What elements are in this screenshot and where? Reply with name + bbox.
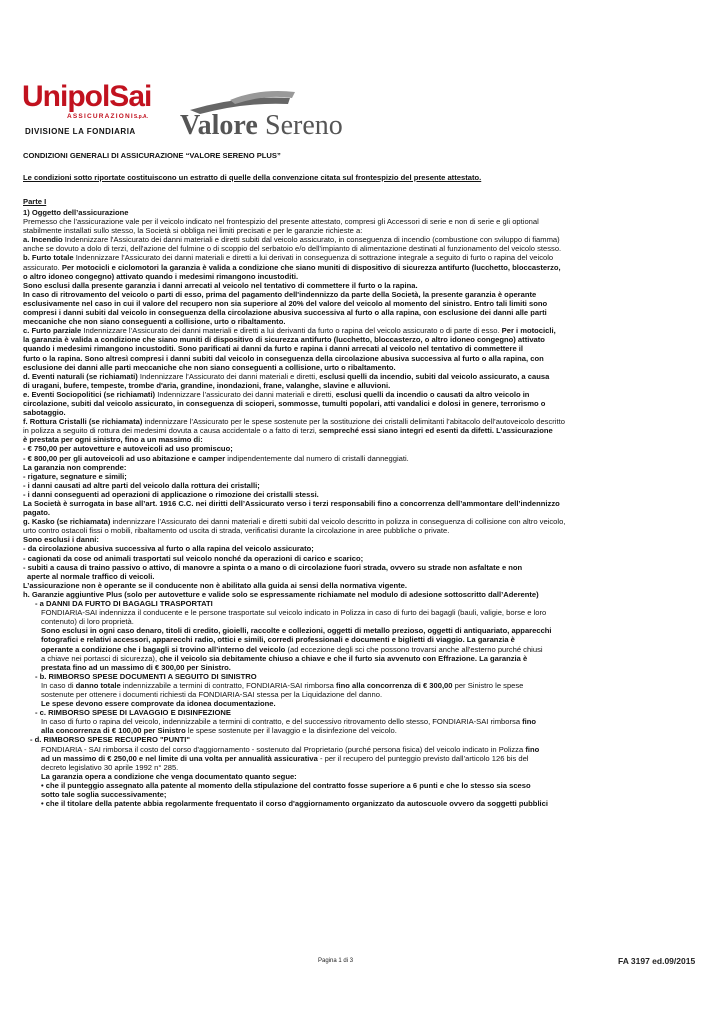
text-line: L’assicurazione non è operante se il conducente non è abilitato alla guida ai sensi della normativa vigente. — [23, 580, 408, 590]
section-title: 1) Oggetto dell’assicurazione — [23, 208, 129, 217]
text-line: circolazione, subiti dal veicolo assicurato, in conseguenza di scioperi, sommosse, tumulti popolari, atti vandalici e dolosi in genere, terrorismo o — [23, 398, 546, 408]
text-line: compresi i danni subiti dal veicolo in conseguenza della circolazione abusiva successiva al furto o alla rapina, con esclusione dei danni alle parti — [23, 308, 547, 318]
text-line: alla concorrenza di € 100,00 per Sinistro le spese sostenute per il lavaggio e la disinfezione del veicolo. — [41, 726, 397, 736]
text-line: Premesso che l’assicurazione vale per il veicolo indicato nel frontespizio del presente attestato, compresi gli Accessori di serie e non di serie e gli optional — [23, 217, 539, 227]
text-line: Le spese devono essere comprovate da idonea documentazione. — [41, 699, 276, 709]
text-line: b. Furto totale Indennizzare l’Assicurato dei danni materiali e diretti a lui derivati in conseguenza di sottrazione integrale a seguito di furto o rapina del veicolo — [23, 253, 554, 263]
doc-intro: Le condizioni sotto riportate costituiscono un estratto di quelle della convenzione citata sul frontespizio del presente attestato. — [23, 173, 482, 182]
text-line: è prestata per ogni sinistro, fino a un massimo di: — [23, 435, 203, 445]
text-line: In caso di ritrovamento del veicolo o parti di esso, prima del pagamento dell'indennizzo da parte della Società, la presente garanzia è operante — [23, 289, 537, 299]
subsection-title: - a DANNI DA FURTO DI BAGAGLI TRASPORTATI — [35, 599, 213, 609]
text-line: quando i medesimi rimangono incustoditi. Sono parificati ai danni da furto e rapina i danni arrecati al veicolo nel tentativo di commettere il — [23, 344, 524, 354]
text-line: di uragani, bufere, tempeste, trombe d'aria, grandine, inondazioni, frane, valanghe, slavine e alluvioni. — [23, 380, 391, 390]
text-line: a. Incendio Indennizzare l'Assicurato dei danni materiali e diretti subiti dal veicolo assicurato, in conseguenza di incendio (combustione con sviluppo di fiamma) — [23, 235, 560, 245]
text-line: sotto tale soglia successivamente; — [41, 790, 167, 799]
text-line: La Società è surrogata in base all’art. 1916 C.C. nei diritti dell’Assicurato verso i terzi responsabili fino a concorrenza dell’ammontare dell’indennizzo — [23, 499, 560, 508]
text-line: f. Rottura Cristalli (se richiamata) indennizzare l’Assicurato per le spese sostenute per la sostituzione dei cristalli delimitanti l’abitacolo dell’autoveicolo descritto — [23, 417, 565, 427]
text-line: fotografici e relativi accessori, apparecchi radio, ottici e simili, corredi professionali e documenti e biglietti di viaggio. La garanzia è — [41, 635, 515, 645]
text-line: Sono esclusi in ogni caso denaro, titoli di credito, gioielli, raccolte e collezioni, oggetti di metallo prezioso, oggetti di antiquariato, apparecchi — [41, 626, 552, 636]
text-line: sostenute per ottenere i documenti richiesti da FONDIARIA-SAI stessa per la Liquidazione del danno. — [41, 689, 383, 699]
text-line: o altro idoneo congegno) attivato quando i medesimi rimangono incustoditi. — [23, 271, 299, 281]
valore-word: Valore — [180, 110, 258, 140]
text-line: furto o la rapina. Sono altresì compresi i danni subiti dal veicolo in conseguenza della circolazione abusiva successiva al furto o alla rapina, con — [23, 353, 544, 363]
text-line: - € 800,00 per gli autoveicoli ad uso abitazione e camper indipendentemente dal numero di cristalli danneggiati. — [23, 453, 409, 463]
parte-heading: Parte I — [23, 197, 47, 206]
sereno-word: Sereno — [265, 110, 343, 140]
section-body — [23, 208, 703, 808]
text-line: • che il punteggio assegnato alla patente al momento della stipulazione del contratto fosse superiore a 6 punti e che lo stesso sia sceso — [41, 780, 531, 790]
text-line: la garanzia è valida a condizione che siano muniti di dispositivo di sicurezza antifurto (lucchetto, bloccasterzo, o altro idoneo congegno) attivato — [23, 335, 545, 345]
text-line: g. Kasko (se richiamata) indennizzare l’Assicurato dei danni materiali e diretti subiti dal veicolo descritto in polizza in conseguenza di collisione con altro veicolo, — [23, 517, 566, 527]
logo-name: UnipolSai — [22, 80, 152, 113]
text-line: urto contro ostacoli fissi o mobili, ribaltamento od uscita di strada, verificatisi durante la circolazione in aree pubbliche o private. — [23, 526, 450, 536]
page-number: Pagina 1 di 3 — [318, 958, 354, 964]
text-line: operante a condizione che i bagagli si trovino all’interno del veicolo (ad eccezione degli sci che possono trovarsi anche all'esterno purché chiusi — [41, 644, 543, 654]
subsection-title: - c. RIMBORSO SPESE DI LAVAGGIO E DISINFEZIONE — [35, 708, 231, 718]
text-line: - cagionati da cose od animali trasportati sul veicolo nonché da operazioni di carico e scarico; — [23, 553, 364, 563]
text-line: prestata fino ad un massimo di € 300,00 per Sinistro. — [41, 662, 231, 672]
divisione-label: DIVISIONE LA FONDIARIA — [25, 127, 136, 136]
subsection-title: - b. RIMBORSO SPESE DOCUMENTI A SEGUITO DI SINISTRO — [35, 671, 257, 681]
text-line: FONDIARIA - SAI rimborsa il costo del corso d'aggiornamento - sostenuto dal Proprietario (purché persona fisica) del veicolo indicato in Polizza fino — [41, 744, 540, 754]
text-line: sabotaggio. — [23, 408, 66, 418]
text-line: in polizza a seguito di rottura dei medesimi dovuta a causa accidentale o a fatto di terzi, sempreché essi siano integri ed esenti da difetti. L’assicurazione — [23, 426, 553, 436]
text-line: esclusivamente nel caso in cui il valore del recupero non sia superiore al 20% del valore del veicolo al momento del sinistro. Entro tali limiti sono — [23, 298, 548, 308]
doc-title: CONDIZIONI GENERALI DI ASSICURAZIONE “VALORE SERENO PLUS” — [23, 151, 281, 160]
text-line: - subiti a causa di traino passivo o attivo, di manovre a spinta o a mano o di circolazione fuori strada, ovvero su strade non asfaltate e non — [23, 562, 523, 572]
logo-subtitle — [67, 113, 148, 120]
text-line: anche se dovuto a dolo di terzi, dell'azione del fulmine o di scoppio del serbatoio e/o dell'impianto di alimentazione destinati al funzionamento del veicolo stesso. — [23, 244, 562, 254]
text-line: - da circolazione abusiva successiva al furto o alla rapina del veicolo assicurato; — [23, 544, 314, 554]
text-line: h. Garanzie aggiuntive Plus (solo per autovetture e valide solo se espressamente richiamate nel modulo di adesione sottoscritto dall’Aderente) — [23, 589, 539, 599]
text-line: La garanzia opera a condizione che venga documentato quanto segue: — [41, 771, 297, 781]
text-line: In caso di danno totale indennizzabile a termini di contratto, FONDIARIA-SAI rimborsa fino alla concorrenza di € 300,00 per Sinistro le spese — [41, 680, 524, 690]
text-line: FONDIARIA-SAI indennizza il conducente e le persone trasportate sul veicolo indicato in Polizza in caso di furto dei bagagli (bauli, valigie, borse e loro — [41, 608, 547, 618]
logo-spa-text: S.p.A. — [133, 114, 149, 120]
unipolsai-logo — [22, 82, 151, 112]
text-line: - i danni conseguenti ad operazioni di applicazione o rimozione dei cristalli stessi. — [23, 489, 319, 499]
text-line: stabilmente installati sullo stesso, la Società si obbliga nei limiti precisati e per le garanzie richieste a: — [23, 226, 363, 236]
subsection-title: - d. RIMBORSO SPESE RECUPERO "PUNTI" — [30, 735, 190, 745]
text-line: esclusione dei danni alle parti meccaniche che non siano conseguenti a collisione, urto o ribaltamento. — [23, 362, 396, 372]
text-line: d. Eventi naturali (se richiamati) Indennizzare l’Assicurato dei danni materiali e diretti, esclusi quelli da incendio, subiti dal veicolo assicurato, a causa — [23, 371, 550, 381]
document-code: FA 3197 ed.09/2015 — [618, 956, 696, 966]
text-line: Sono esclusi i danni: — [23, 535, 99, 545]
text-line: - rigature, segnature e simili; — [23, 471, 127, 481]
text-line: Sono esclusi dalla presente garanzia i danni arrecati al veicolo nel tentativo di commettere il furto o la rapina. — [23, 280, 418, 290]
text-line: In caso di furto o rapina del veicolo, indennizzabile a termini di contratto, e del successivo ritrovamento dello stesso, FONDIARIA-SAI rimborsa fino — [41, 717, 537, 727]
logo-sub-text: ASSICURAZIONI — [67, 113, 134, 120]
text-line: • che il titolare della patente abbia regolarmente frequentato il corso d'aggiornamento organizzato da autoscuole ovvero da soggetti pubblici — [41, 799, 549, 809]
text-line: contenuto) di loro proprietà. — [41, 617, 134, 627]
text-line: a chiave nei portasci di sicurezza), che il veicolo sia debitamente chiuso a chiave e che il furto sia avvenuto con Effrazione. La garanzia è — [41, 653, 528, 663]
text-line: - € 750,00 per autovetture e autoveicoli ad uso promiscuo; — [23, 444, 233, 454]
valore-sereno-logo — [170, 90, 370, 140]
text-line: c. Furto parziale Indennizzare l’Assicurato dei danni materiali e diretti a lui derivanti da furto o rapina del veicolo assicurato o di parte di esso. Per i motocicli, — [23, 326, 556, 336]
text-line: aperte al normale traffico di veicoli. — [27, 571, 155, 581]
text-line: decreto legislativo 30 aprile 1992 n° 285. — [41, 762, 179, 772]
text-line: meccaniche che non siano conseguenti a collisione, urto o ribaltamento. — [23, 317, 286, 327]
text-line: pagato. — [23, 508, 51, 518]
text-line: La garanzia non comprende: — [23, 462, 127, 472]
text-line: assicurato. Per motocicli e ciclomotori la garanzia è valida a condizione che siano muniti di dispositivo di sicurezza antifurto (lucchetto, bloccasterzo, — [23, 262, 561, 272]
text-line: e. Eventi Sociopolitici (se richiamati) Indennizzare l’assicurato dei danni materiali e diretti, esclusi quelli da incendio o causati da altro veicolo in — [23, 389, 530, 399]
text-line: - i danni causati ad altre parti del veicolo dalla rottura dei cristalli; — [23, 480, 260, 490]
text-line: ad un massimo di € 250,00 e nel limite di una volta per annualità assicurativa - per il recupero del punteggio previsto dall’articolo 126 bis del — [41, 753, 529, 763]
